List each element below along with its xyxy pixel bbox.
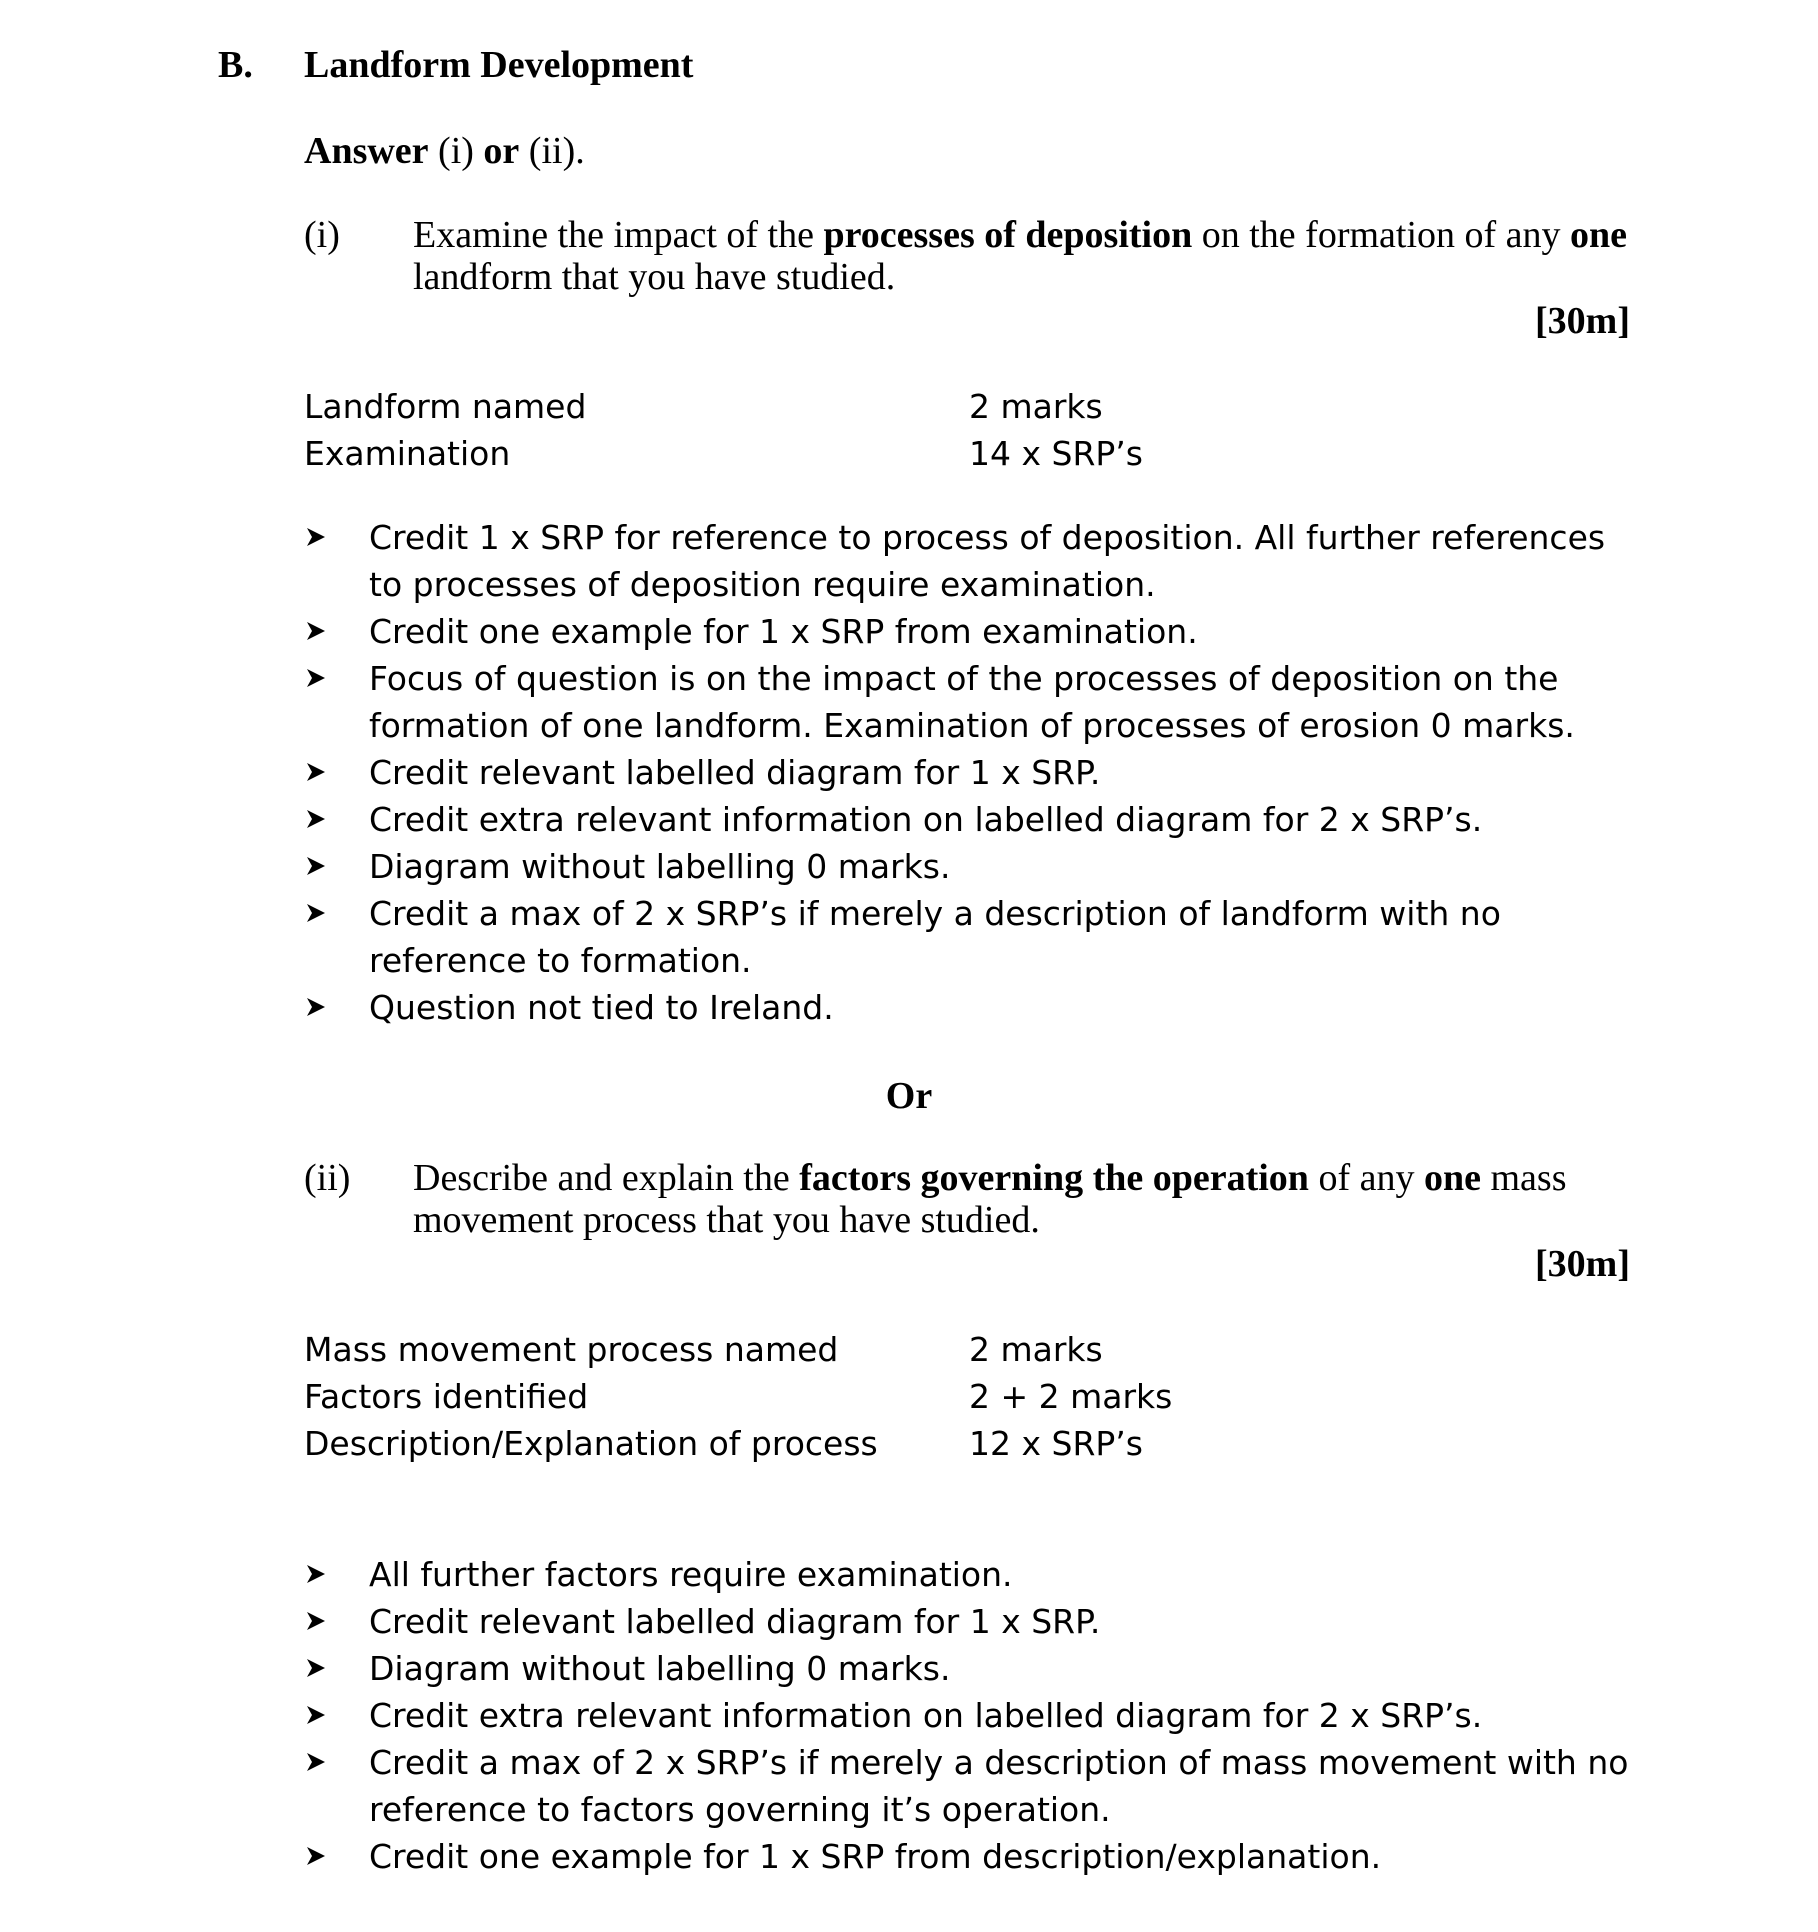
question-text: Examine the impact of the processes of deposition on the formation of any one landform that you have studied. [413,214,1628,298]
scheme-label: Factors identified [304,1377,589,1416]
list-item: Credit extra relevant information on labelled diagram for 2 x SRP’s. [304,1692,1644,1739]
option-i: (i) [438,130,474,172]
list-item: Credit one example for 1 x SRP from examination. [304,608,1644,655]
or-divider: Or [885,1075,933,1117]
scheme-label: Description/Explanation of process [304,1424,878,1463]
option-ii: (ii). [528,130,585,172]
scheme-value: 2 + 2 marks [969,1377,1173,1416]
scheme-value: 12 x SRP’s [969,1424,1143,1463]
list-item: Credit a max of 2 x SRP’s if merely a description of landform with no reference to formation. [304,890,1644,984]
or-word: or [483,130,520,172]
arrow-bullet-icon [306,1705,326,1725]
arrow-bullet-icon [306,997,326,1017]
answer-word: Answer [304,130,429,172]
scheme-label: Examination [304,434,511,473]
question-marks: [30m] [1535,300,1630,342]
list-item: Credit one example for 1 x SRP from description/explanation. [304,1833,1644,1880]
scheme-value: 2 marks [969,387,1103,426]
arrow-bullet-icon [306,527,326,547]
list-item: Focus of question is on the impact of the processes of deposition on the formation of one landform. Examination of processes of erosion 0 marks. [304,655,1644,749]
marking-notes [304,514,1644,1031]
arrow-bullet-icon [306,1752,326,1772]
list-item: Credit extra relevant information on labelled diagram for 2 x SRP’s. [304,796,1644,843]
list-item: Diagram without labelling 0 marks. [304,843,1644,890]
list-item: All further factors require examination. [304,1551,1644,1598]
section-letter: B. [218,44,253,86]
list-item: Question not tied to Ireland. [304,984,1644,1031]
scheme-value: 14 x SRP’s [969,434,1143,473]
arrow-bullet-icon [306,1846,326,1866]
arrow-bullet-icon [306,668,326,688]
list-item: Diagram without labelling 0 marks. [304,1645,1644,1692]
arrow-bullet-icon [306,762,326,782]
question-number: (i) [304,214,340,256]
section-title: Landform Development [304,44,694,86]
list-item: Credit relevant labelled diagram for 1 x SRP. [304,749,1644,796]
arrow-bullet-icon [306,1658,326,1678]
arrow-bullet-icon [306,903,326,923]
marking-notes [304,1551,1644,1880]
arrow-bullet-icon [306,1611,326,1631]
arrow-bullet-icon [306,809,326,829]
question-number: (ii) [304,1157,351,1199]
list-item: Credit a max of 2 x SRP’s if merely a description of mass movement with no reference to factors governing it’s operation. [304,1739,1644,1833]
answer-instruction [304,130,585,172]
question-text: Describe and explain the factors governing the operation of any one mass movement process that you have studied. [413,1157,1567,1241]
arrow-bullet-icon [306,856,326,876]
list-item: Credit relevant labelled diagram for 1 x SRP. [304,1598,1644,1645]
question-marks: [30m] [1535,1243,1630,1285]
scheme-value: 2 marks [969,1330,1103,1369]
scheme-label: Mass movement process named [304,1330,839,1369]
arrow-bullet-icon [306,621,326,641]
arrow-bullet-icon [306,1564,326,1584]
scheme-label: Landform named [304,387,587,426]
list-item: Credit 1 x SRP for reference to process of deposition. All further references to processes of deposition require examination. [304,514,1644,608]
